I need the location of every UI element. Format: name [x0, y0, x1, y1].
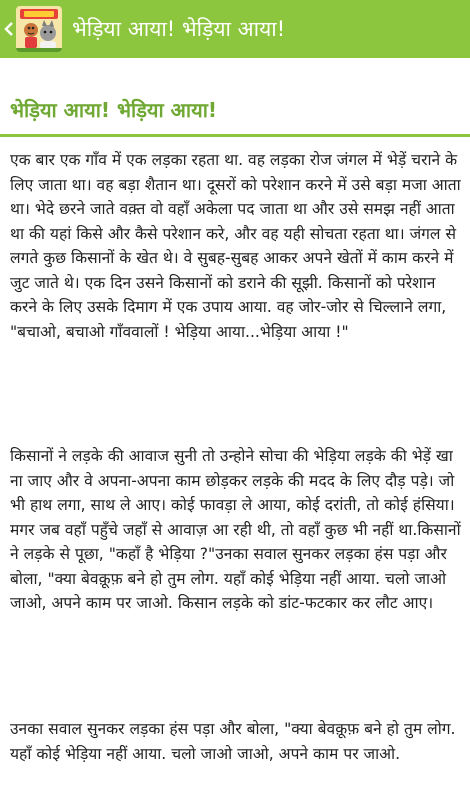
app-title: भेड़िया आया! भेड़िया आया!: [72, 17, 286, 41]
action-bar: [0, 0, 470, 58]
chevron-left-icon[interactable]: [2, 0, 16, 58]
story-paragraph-1: एक बार एक गाँव में एक लड़का रहता था. वह लड़का रोज जंगल में भेड़ें चराने के लिए जाता था। वह बड़ा शैतान था। दूसरों को परेशान करने में उसे बड़ा मजा आता था। भेदे छरने जाते वक़्त वो वहाँ अकेला पद जाता था और उसे समझ नहीं आता था की यहां किसे और कैसे परेशान करे, और वह यही सोचता रहता था। जंगल से लगते कुछ किसानों के खेत थे। वे सुबह-सुबह आकर अपने खेतों में काम करने में जुट जाते थे। एक दिन उसने किसानों को डराने की सूझी. किसानों को परेशान करने के लिए उसके दिमाग में एक उपाय आया. वह जोर-जोर से चिल्लाने लगा, "बचाओ, बचाओ गाँववालों ! भेड़िया आया...भेड़िया आया !": [10, 151, 461, 341]
story-heading: भेड़िया आया! भेड़िया आया!: [10, 98, 218, 122]
heading-divider: [0, 134, 470, 137]
app-logo-icon[interactable]: [16, 6, 62, 52]
story-paragraph-2: किसानों ने लड़के की आवाज सुनी तो उन्होने सोचा की भेड़िया लड़के की भेड़ें खा ना जाए और वे अपना-अपना काम छोड़कर लड़के की मदद के लिए दौड़ पड़े। जो भी हाथ लगा, साथ ले आए। कोई फावड़ा ले आया, कोई दरांती, तो कोई हंसिया। मगर जब वहाँ पहुँचे जहाँ से आवाज़ आ रही थी, तो वहाँ कुछ भी नहीं था.किसानों ने लड़के से पूछा, "कहाँ है भेड़िया ?"उनका सवाल सुनकर लड़का हंस पड़ा और बोला, "क्या बेवक़ूफ़ बने हो तुम लोग. यहाँ कोई भेड़िया नहीं आया. चलो जाओ जाओ, अपने काम पर जाओ. किसान लड़के को डांट-फटकार कर लौट आए।: [10, 447, 461, 612]
story-content[interactable]: [0, 58, 470, 800]
story-paragraph-3: उनका सवाल सुनकर लड़का हंस पड़ा और बोला, "क्या बेवक़ूफ़ बने हो तुम लोग. यहाँ कोई भेड़िया नहीं आया. चलो जाओ जाओ, अपने काम पर जाओ.: [10, 720, 456, 763]
